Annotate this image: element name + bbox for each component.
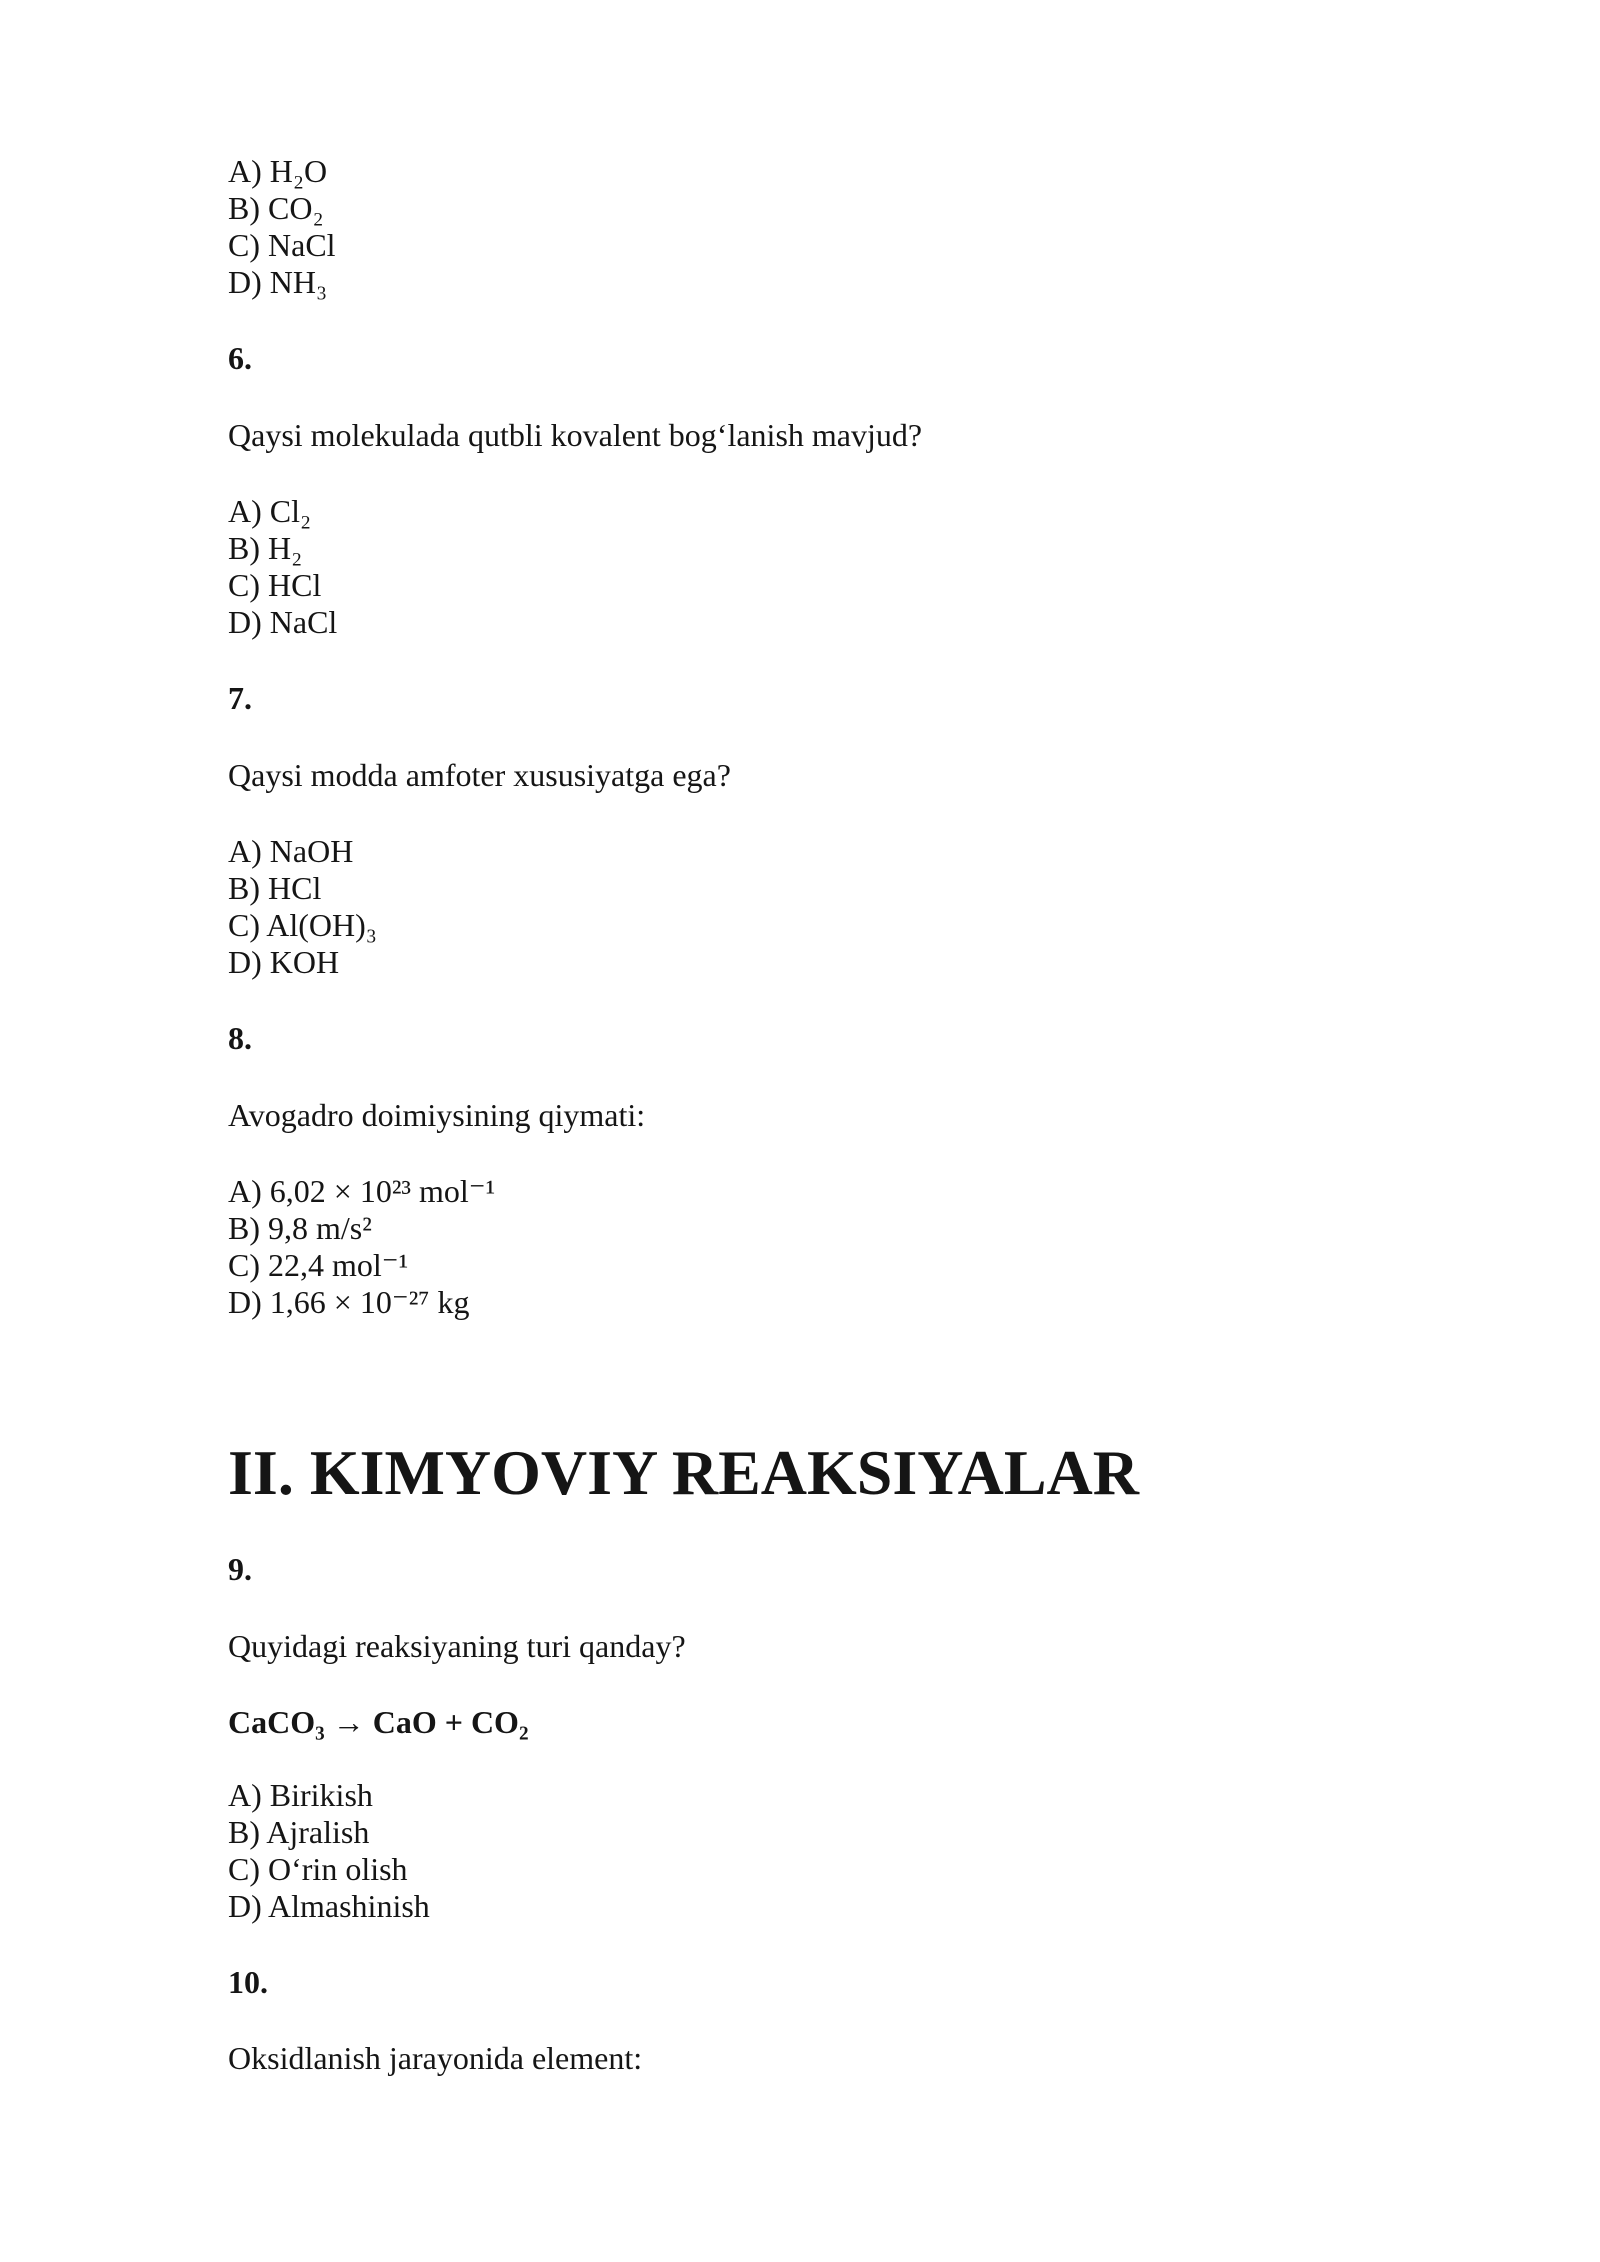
option-a: A) Cl₂ [228, 493, 312, 529]
option-d: D) NH₃ [228, 264, 328, 300]
option-b: B) Ajralish [228, 1813, 370, 1850]
question-number: 10. [228, 1963, 268, 2000]
option-b: B) CO₂ [228, 190, 324, 226]
option-a: A) NaOH [228, 833, 354, 869]
question-text: Oksidlanish jarayonida element: [228, 2040, 643, 2076]
option-b: B) 9,8 m/s² [228, 1210, 372, 1246]
question-number: 9. [228, 1551, 252, 1587]
option-d: D) KOH [228, 944, 340, 980]
answer-options [228, 153, 1600, 301]
answer-options [228, 493, 1600, 641]
question-number: 8. [228, 1020, 252, 1056]
option-d: D) 1,66 × 10⁻²⁷ kg [228, 1284, 470, 1320]
option-a: A) Birikish [228, 1776, 373, 1813]
option-d: D) Almashinish [228, 1887, 430, 1924]
option-b: B) HCl [228, 870, 322, 906]
question-number: 6. [228, 340, 252, 376]
question-text: Qaysi molekulada qutbli kovalent bog‘lanish mavjud? [228, 416, 923, 453]
option-c: C) 22,4 mol⁻¹ [228, 1247, 409, 1283]
option-c: C) HCl [228, 567, 322, 603]
answer-options [228, 1777, 1600, 1925]
option-b: B) H₂ [228, 530, 303, 566]
option-d: D) NaCl [228, 604, 338, 640]
reaction-equation: CaCO₃ → CaO + CO₂ [228, 1704, 529, 1740]
answer-options [228, 833, 1600, 981]
option-c: C) Al(OH)₃ [228, 907, 377, 943]
option-a: A) 6,02 × 10²³ mol⁻¹ [228, 1173, 496, 1209]
question-number: 7. [228, 680, 252, 716]
question-text: Qaysi modda amfoter xususiyatga ega? [228, 756, 731, 793]
question-text: Avogadro doimiysining qiymati: [228, 1096, 646, 1133]
section-heading: II. KIMYOVIY REAKSIYALAR [228, 1437, 1139, 1508]
question-text: Quyidagi reaksiyaning turi qanday? [228, 1627, 686, 1664]
answer-options [228, 1173, 1600, 1321]
option-c: C) O‘rin olish [228, 1850, 408, 1887]
option-a: A) H₂O [228, 153, 328, 189]
option-c: C) NaCl [228, 227, 336, 263]
